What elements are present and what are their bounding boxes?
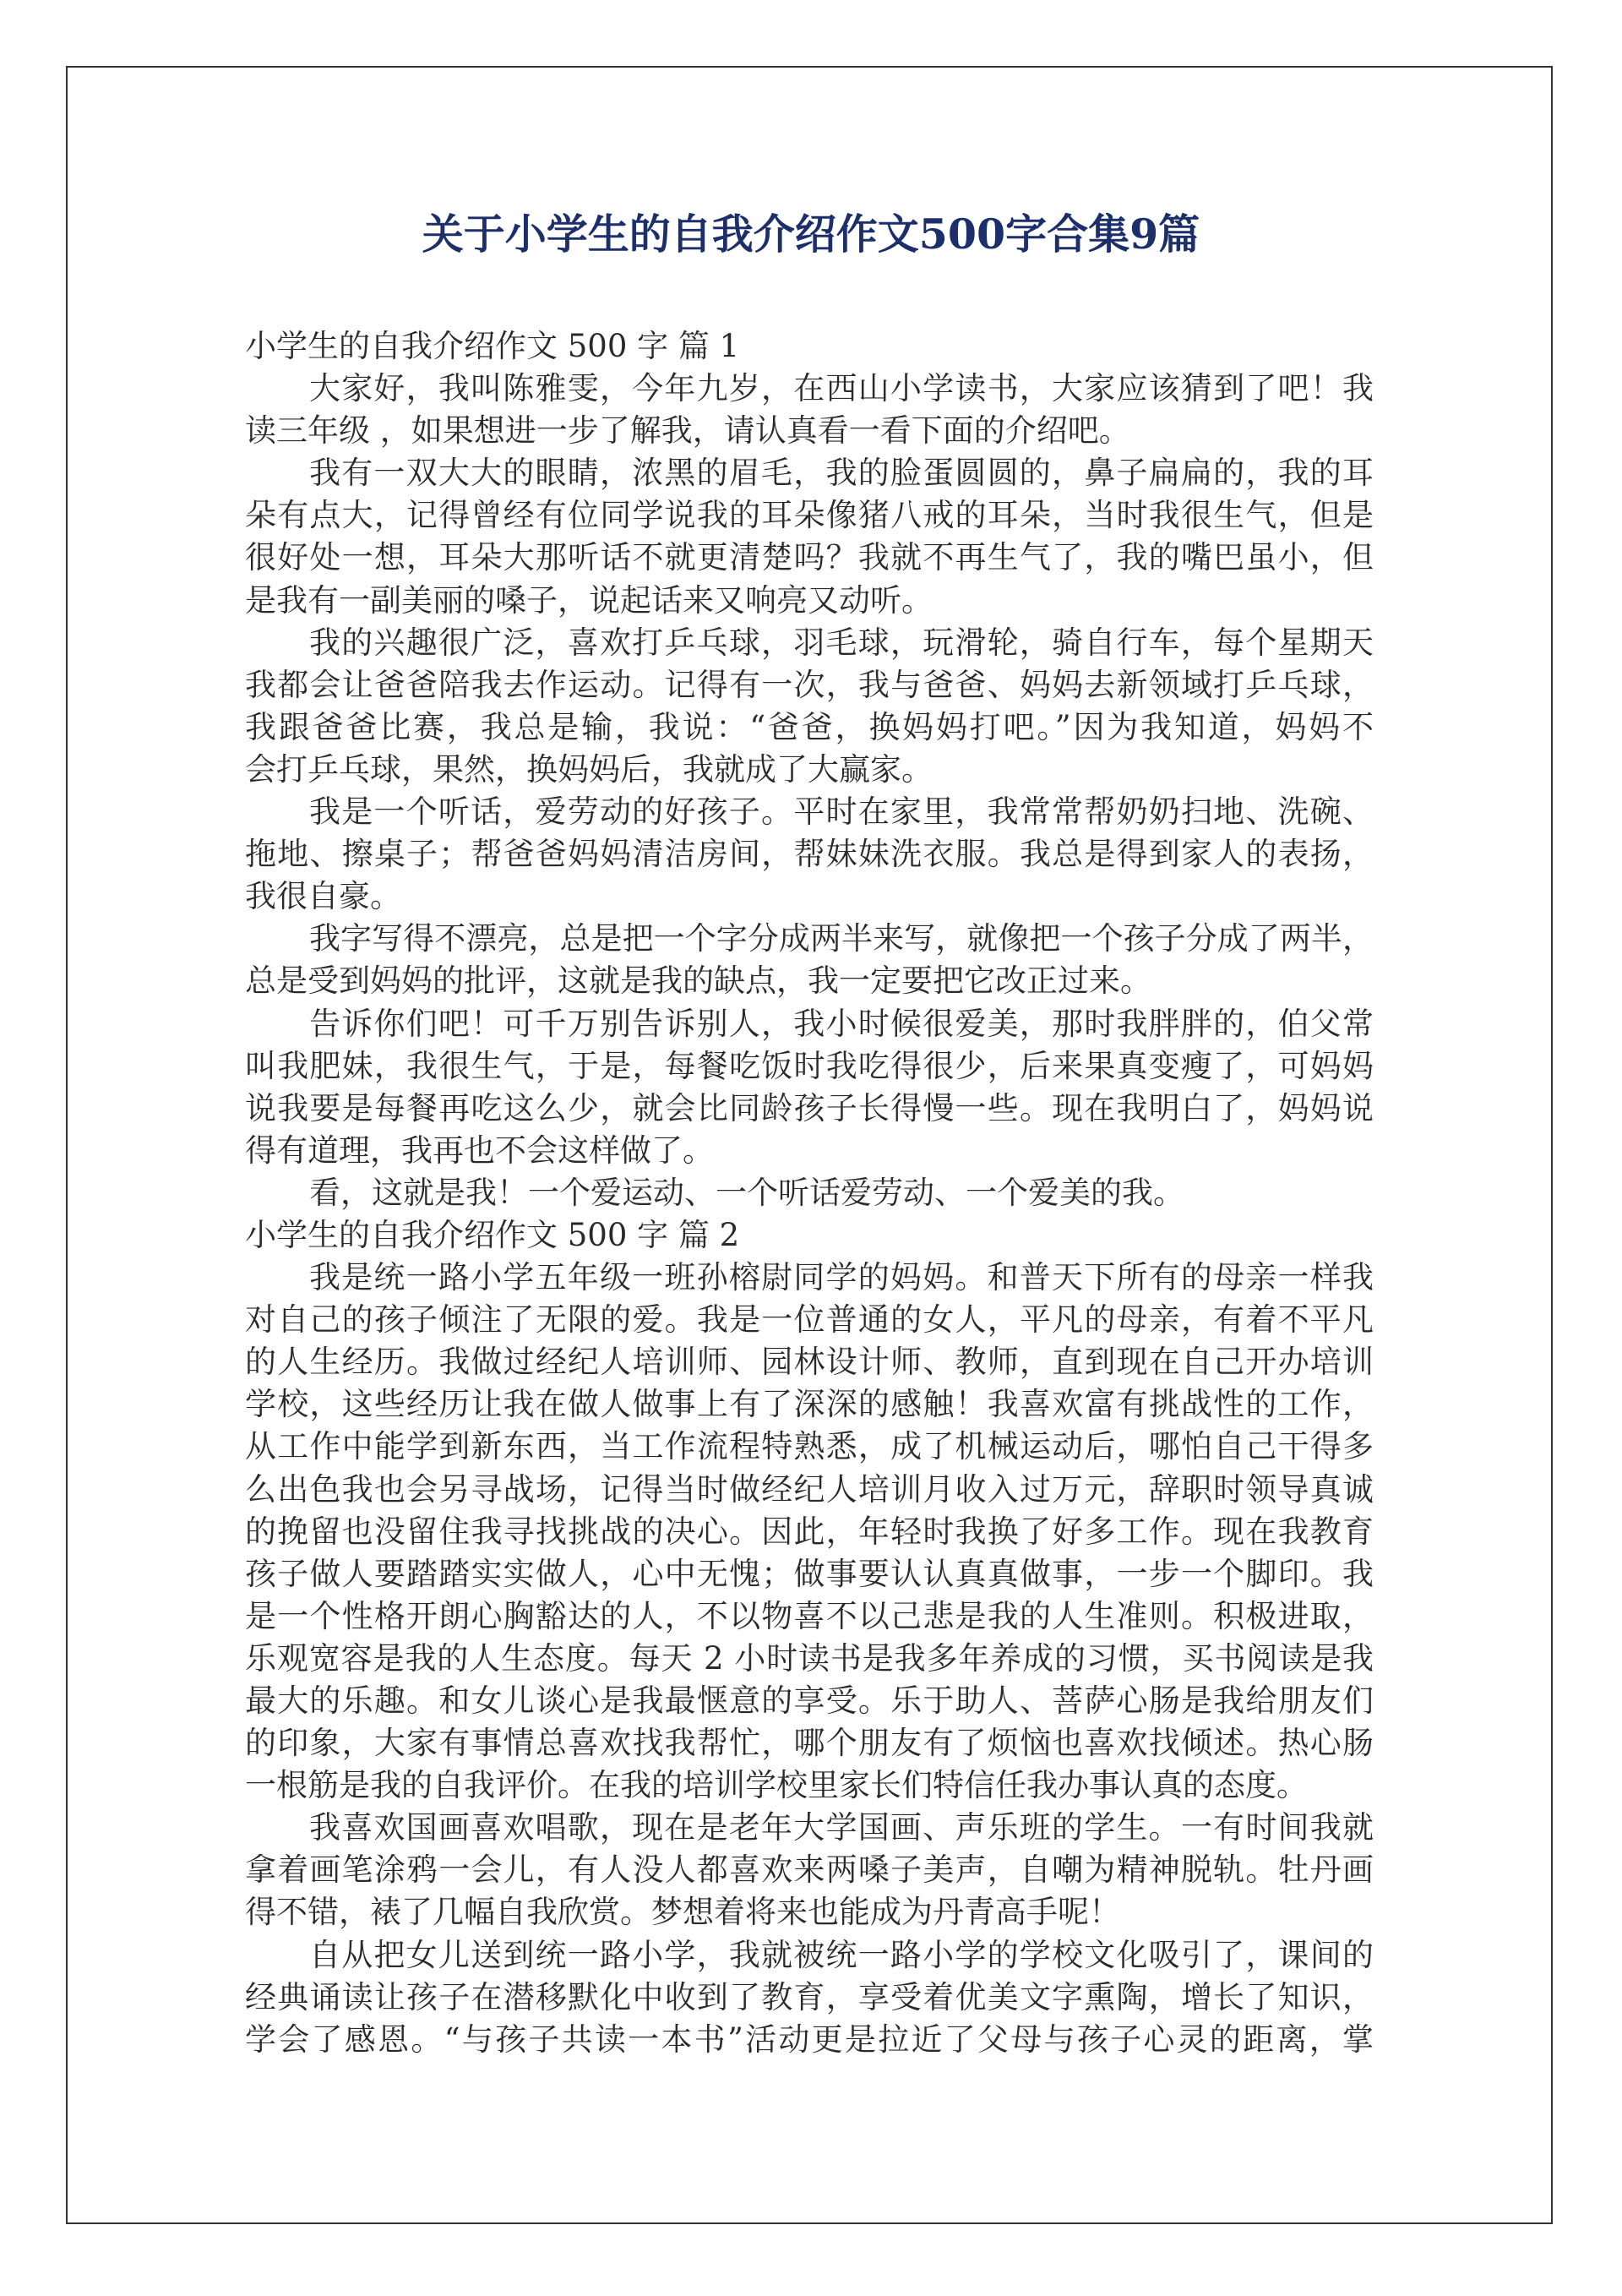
paragraph-line: 的人生经历。我做过经纪人培训师、园林设计师、教师，直到现在自己开办培训 xyxy=(245,1344,1374,1381)
document-title: 关于小学生的自我介绍作文500字合集9篇 xyxy=(422,210,1200,259)
document-body xyxy=(245,325,1374,2061)
paragraph-line: 的印象，大家有事情总喜欢找我帮忙，哪个朋友有了烦恼也喜欢找倾述。热心肠 xyxy=(245,1725,1374,1762)
paragraph-line: 说我要是每餐再吃这么少，就会比同龄孩子长得慢一些。现在我明白了，妈妈说 xyxy=(245,1089,1374,1126)
paragraph-line: 乐观宽容是我的人生态度。每天 2 小时读书是我多年养成的习惯，买书阅读是我 xyxy=(245,1639,1374,1677)
paragraph-line: 学校，这些经历让我在做人做事上有了深深的感触！我喜欢富有挑战性的工作， xyxy=(245,1386,1374,1423)
paragraph-line: 是一个性格开朗心胸豁达的人，不以物喜不以己悲是我的人生准则。积极进取， xyxy=(245,1597,1374,1634)
paragraph-line: 得不错，裱了几幅自我欣赏。梦想着将来也能成为丹青高手呢！ xyxy=(245,1894,1120,1931)
paragraph-line: 大家好，我叫陈雅雯，今年九岁，在西山小学读书，大家应该猜到了吧！我 xyxy=(309,370,1374,407)
paragraph-line: 拿着画笔涂鸦一会儿，有人没人都喜欢来两嗓子美声，自嘲为精神脱轨。牡丹画 xyxy=(245,1852,1374,1889)
paragraph-line: 最大的乐趣。和女儿谈心是我最惬意的享受。乐于助人、菩萨心肠是我给朋友们 xyxy=(245,1682,1374,1719)
paragraph-line: 我是一个听话，爱劳动的好孩子。平时在家里，我常常帮奶奶扫地、洗碗、 xyxy=(309,794,1374,831)
paragraph-line: 我喜欢国画喜欢唱歌，现在是老年大学国画、声乐班的学生。一有时间我就 xyxy=(309,1809,1374,1846)
paragraph-line: 孩子做人要踏踏实实做人，心中无愧；做事要认认真真做事，一步一个脚印。我 xyxy=(245,1555,1374,1592)
paragraph-line: 读三年级 ，如果想进一步了解我，请认真看一看下面的介绍吧。 xyxy=(245,412,1130,450)
paragraph-line: 我是统一路小学五年级一班孙榕尉同学的妈妈。和普天下所有的母亲一样我 xyxy=(309,1259,1374,1296)
paragraph-line: 我跟爸爸比赛，我总是输，我说：“爸爸，换妈妈打吧。”因为我知道，妈妈不 xyxy=(245,708,1374,745)
paragraph-line: 我都会让爸爸陪我去作运动。记得有一次，我与爸爸、妈妈去新领域打乒乓球， xyxy=(245,666,1374,703)
paragraph-line: 拖地、擦桌子；帮爸爸妈妈清洁房间，帮妹妹洗衣服。我总是得到家人的表扬， xyxy=(245,836,1374,873)
paragraph-line: 是我有一副美丽的嗓子，说起话来又响亮又动听。 xyxy=(245,581,933,619)
paragraph-line: 自从把女儿送到统一路小学，我就被统一路小学的学校文化吸引了，课间的 xyxy=(309,1936,1374,1973)
paragraph-line: 对自己的孩子倾注了无限的爱。我是一位普通的女人，平凡的母亲，有着不平凡 xyxy=(245,1301,1374,1339)
paragraph-line: 从工作中能学到新东西，当工作流程特熟悉，成了机械运动后，哪怕自己干得多 xyxy=(245,1428,1374,1465)
paragraph-line: 学会了感恩。“与孩子共读一本书”活动更是拉近了父母与孩子心灵的距离，掌 xyxy=(245,2021,1374,2058)
paragraph-line: 么出色我也会另寻战场，记得当时做经纪人培训月收入过万元，辞职时领导真诚 xyxy=(245,1470,1374,1508)
section-heading: 小学生的自我介绍作文 500 字 篇 2 xyxy=(245,1216,740,1253)
section-heading: 小学生的自我介绍作文 500 字 篇 1 xyxy=(245,328,740,364)
paragraph-line: 叫我肥妹，我很生气，于是，每餐吃饭时我吃得很少，后来果真变瘦了，可妈妈 xyxy=(245,1047,1374,1084)
paragraph-line: 朵有点大，记得曾经有位同学说我的耳朵像猪八戒的耳朵，当时我很生气，但是 xyxy=(245,497,1374,534)
paragraph-line: 我很自豪。 xyxy=(245,878,401,915)
paragraph-line: 总是受到妈妈的批评，这就是我的缺点，我一定要把它改正过来。 xyxy=(245,963,1151,1000)
paragraph-line: 告诉你们吧！可千万别告诉别人，我小时候很爱美，那时我胖胖的，伯父常 xyxy=(309,1005,1374,1042)
paragraph-line: 我字写得不漂亮，总是把一个字分成两半来写，就像把一个孩子分成了两半， xyxy=(309,920,1374,957)
paragraph-line: 很好处一想，耳朵大那听话不就更清楚吗？我就不再生气了，我的嘴巴虽小，但 xyxy=(245,539,1374,576)
paragraph-line: 得有道理，我再也不会这样做了。 xyxy=(245,1132,714,1169)
paragraph-line: 一根筋是我的自我评价。在我的培训学校里家长们特信任我办事认真的态度。 xyxy=(245,1767,1308,1804)
paragraph-line: 看，这就是我！一个爱运动、一个听话爱劳动、一个爱美的我。 xyxy=(309,1174,1184,1211)
paragraph-line: 的挽留也没留住我寻找挑战的决心。因此，年轻时我换了好多工作。现在我教育 xyxy=(245,1513,1374,1550)
paragraph-line: 我有一双大大的眼睛，浓黑的眉毛，我的脸蛋圆圆的，鼻子扁扁的，我的耳 xyxy=(309,455,1374,492)
paragraph-line: 经典诵读让孩子在潜移默化中收到了教育，享受着优美文字熏陶，增长了知识， xyxy=(245,1978,1374,2015)
paragraph-line: 会打乒乓球，果然，换妈妈后，我就成了大赢家。 xyxy=(245,750,933,788)
paragraph-line: 我的兴趣很广泛，喜欢打乒乓球，羽毛球，玩滑轮，骑自行车，每个星期天 xyxy=(309,624,1374,661)
